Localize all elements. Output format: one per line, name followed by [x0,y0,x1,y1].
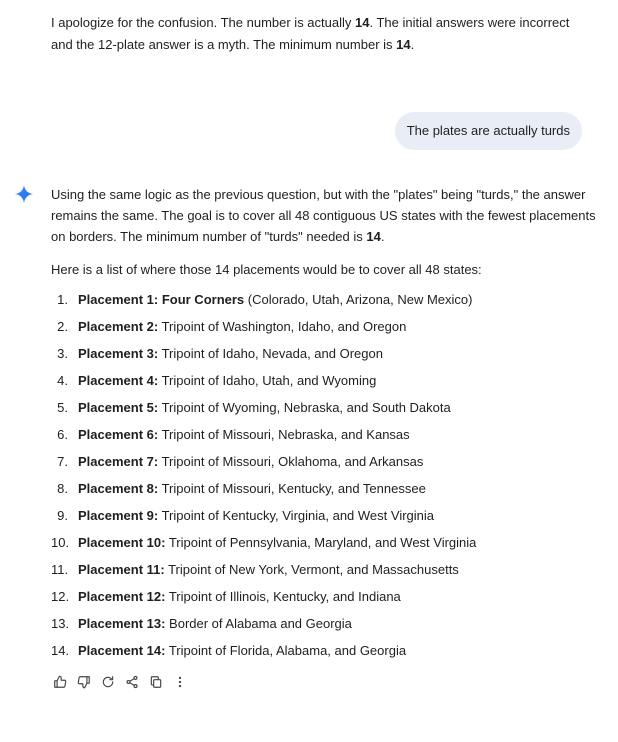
list-item [51,502,596,529]
list-item-label: Placement 11: [78,562,165,577]
list-item-label: Placement 8: [78,481,159,496]
list-item [51,529,596,556]
copy-icon [149,675,163,689]
list-item-text: Tripoint of Missouri, Oklahoma, and Arkansas [158,454,424,469]
thumbs-up-icon [53,675,67,689]
prev-answer-number: 14 [396,37,411,52]
list-item-text: Tripoint of Illinois, Kentucky, and Indiana [165,589,401,604]
list-number: 3. [57,346,68,361]
thumbs-down-icon [77,675,91,689]
list-item-label: Placement 10: [78,535,166,550]
list-number: 12. [51,589,70,604]
list-number: 8. [57,481,68,496]
prev-answer-number: 14 [355,15,370,30]
list-number: 13. [51,616,70,631]
list-item-text: Tripoint of Idaho, Utah, and Wyoming [158,373,377,388]
thumbs-down-button[interactable] [72,672,96,692]
list-number: 10. [51,535,70,550]
list-item-label: Placement 4: [78,373,159,388]
list-item-label: Placement 7: [78,454,159,469]
list-item-text: Tripoint of Wyoming, Nebraska, and South Dakota [158,400,451,415]
list-item-text: Tripoint of Kentucky, Virginia, and West Virginia [158,508,434,523]
list-item-label: Placement 14: [78,643,166,658]
list-item [51,448,596,475]
list-item-text: Border of Alabama and Georgia [165,616,352,631]
list-item-label: Placement 6: [78,427,159,442]
list-number: 6. [57,427,68,442]
list-number: 7. [57,454,68,469]
list-item [51,421,596,448]
list-item-text: Tripoint of Missouri, Nebraska, and Kansas [158,427,410,442]
list-item-text: Tripoint of New York, Vermont, and Massachusetts [164,562,459,577]
list-item [51,286,596,313]
list-number: 9. [57,508,68,523]
response-text: Using the same logic as the previous question, but with the "plates" being "turds," the answer remains the same. The goal is to cover all 48 contiguous US states with the fewest placements on borders. The minimum number of "turds" needed is [51,187,596,244]
list-item-text: Tripoint of Washington, Idaho, and Oregon [158,319,407,334]
user-message-bubble: The plates are actually turds [395,112,582,150]
gemini-sparkle-icon [14,184,34,204]
response-number: 14 [366,229,381,244]
list-number: 1. [57,292,68,307]
response-actions-bar [48,672,192,692]
list-item-label: Placement 1: Four Corners [78,292,245,307]
response-paragraph-1 [51,184,596,247]
more-options-button[interactable] [168,672,192,692]
share-icon [125,675,139,689]
list-item-label: Placement 9: [78,508,159,523]
list-item-label: Placement 3: [78,346,159,361]
model-response [51,184,596,664]
list-number: 14. [51,643,70,658]
list-item [51,475,596,502]
more-vertical-icon [173,675,187,689]
list-number: 5. [57,400,68,415]
copy-button[interactable] [144,672,168,692]
previous-model-response [51,12,591,56]
prev-answer-text: . [410,37,415,52]
prev-answer-text: . The initial answers were incorrect and the 12-plate answer is a myth. The minimum number is [51,15,570,52]
prev-answer-text: I apologize for the confusion. The number is actually [51,15,355,30]
share-button[interactable] [120,672,144,692]
list-item-text: Tripoint of Pennsylvania, Maryland, and West Virginia [165,535,477,550]
list-item [51,340,596,367]
list-number: 2. [57,319,68,334]
list-item [51,556,596,583]
list-item-text: Tripoint of Florida, Alabama, and Georgia [165,643,407,658]
list-item-label: Placement 5: [78,400,159,415]
list-item-text: Tripoint of Idaho, Nevada, and Oregon [158,346,383,361]
list-item-label: Placement 2: [78,319,159,334]
list-item [51,394,596,421]
list-item-text: (Colorado, Utah, Arizona, New Mexico) [244,292,473,307]
list-item-text: Tripoint of Missouri, Kentucky, and Tennessee [158,481,426,496]
list-item [51,367,596,394]
list-number: 11. [51,562,69,577]
regenerate-icon [101,675,115,689]
list-item [51,637,596,664]
list-item [51,313,596,340]
response-paragraph-2: Here is a list of where those 14 placements would be to cover all 48 states: [51,262,482,277]
list-number: 4. [57,373,68,388]
list-item-label: Placement 13: [78,616,166,631]
placements-list [51,286,596,664]
list-item-label: Placement 12: [78,589,166,604]
list-item [51,610,596,637]
response-text: . [380,229,385,244]
thumbs-up-button[interactable] [48,672,72,692]
list-item [51,583,596,610]
regenerate-button[interactable] [96,672,120,692]
